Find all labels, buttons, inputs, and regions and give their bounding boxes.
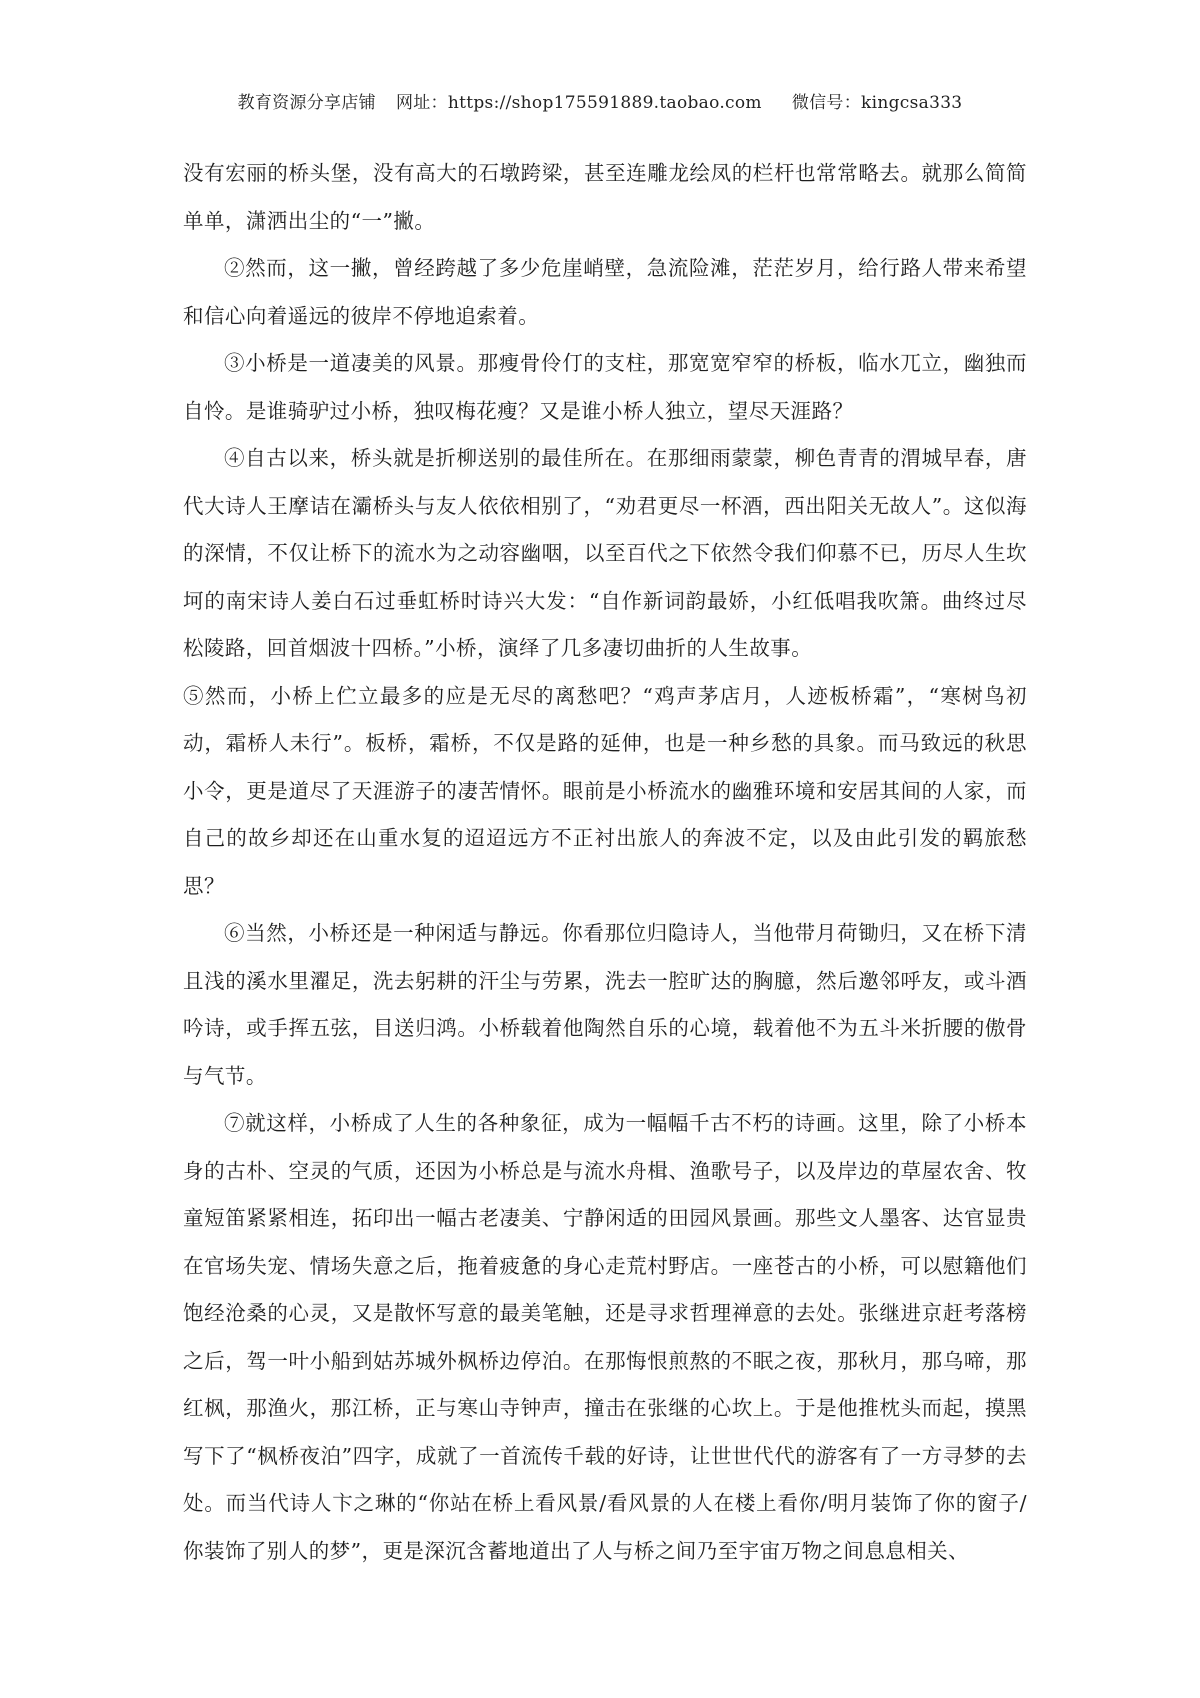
page-header bbox=[0, 88, 1200, 113]
article-body bbox=[183, 150, 1027, 1575]
wechat-id: 微信号：kingcsa333 bbox=[791, 93, 963, 113]
shop-url: 网址：https://shop175591889.taobao.com bbox=[395, 93, 762, 113]
shop-name: 教育资源分享店铺 bbox=[237, 93, 376, 113]
paragraph-3: ③小桥是一道凄美的风景。那瘦骨伶仃的支柱，那宽宽窄窄的桥板，临水兀立，幽独而自怜。是谁骑驴过小桥，独叹梅花瘦？又是谁小桥人独立，望尽天涯路？ bbox=[183, 351, 1027, 423]
paragraph-6: ⑥当然，小桥还是一种闲适与静远。你看那位归隐诗人，当他带月荷锄归，又在桥下清且浅的溪水里濯足，洗去躬耕的汗尘与劳累，洗去一腔旷达的胸臆，然后邀邻呼友，或斗酒吟诗，或手挥五弦，目送归鸿。小桥载着他陶然自乐的心境，载着他不为五斗米折腰的傲骨与气节。 bbox=[183, 921, 1027, 1088]
paragraph-continuation: 没有宏丽的桥头堡，没有高大的石墩跨梁，甚至连雕龙绘凤的栏杆也常常略去。就那么简简单单，潇洒出尘的“一”撇。 bbox=[183, 161, 1027, 233]
paragraph-2: ②然而，这一撇，曾经跨越了多少危崖峭壁，急流险滩，茫茫岁月，给行路人带来希望和信心向着遥远的彼岸不停地追索着。 bbox=[183, 256, 1027, 328]
paragraph-5: ⑤然而，小桥上伫立最多的应是无尽的离愁吧？“鸡声茅店月，人迹板桥霜”，“寒树鸟初动，霜桥人未行”。板桥，霜桥，不仅是路的延伸，也是一种乡愁的具象。而马致远的秋思小令，更是道尽了天涯游子的凄苦情怀。眼前是小桥流水的幽雅环境和安居其间的人家，而自己的故乡却还在山重水复的迢迢远方不正衬出旅人的奔波不定，以及由此引发的羁旅愁思？ bbox=[183, 683, 1027, 898]
paragraph-4: ④自古以来，桥头就是折柳送别的最佳所在。在那细雨蒙蒙，柳色青青的渭城早春，唐代大诗人王摩诘在灞桥头与友人依依相别了，“劝君更尽一杯酒，西出阳关无故人”。这似海的深情，不仅让桥下的流水为之动容幽咽，以至百代之下依然令我们仰慕不已，历尽人生坎坷的南宋诗人姜白石过垂虹桥时诗兴大发：“自作新词韵最娇，小红低唱我吹箫。曲终过尽松陵路，回首烟波十四桥。”小桥，演绎了几多凄切曲折的人生故事。 bbox=[183, 446, 1027, 660]
paragraph-7: ⑦就这样，小桥成了人生的各种象征，成为一幅幅千古不朽的诗画。这里，除了小桥本身的古朴、空灵的气质，还因为小桥总是与流水舟楫、渔歌号子，以及岸边的草屋农舍、牧童短笛紧紧相连，拓印出一幅古老凄美、宁静闲适的田园风景画。那些文人墨客、达官显贵在官场失宠、情场失意之后，拖着疲惫的身心走荒村野店。一座苍古的小桥，可以慰籍他们饱经沧桑的心灵，又是散怀写意的最美笔触，还是寻求哲理禅意的去处。张继进京赶考落榜之后，驾一叶小船到姑苏城外枫桥边停泊。在那悔恨煎熬的不眠之夜，那秋月，那乌啼，那红枫，那渔火，那江桥，正与寒山寺钟声，撞击在张继的心坎上。于是他推枕头而起，摸黑写下了“枫桥夜泊”四字，成就了一首流传千载的好诗，让世世代代的游客有了一方寻梦的去处。而当代诗人卞之琳的“你站在桥上看风景/看风景的人在楼上看你/明月装饰了你的窗子/你装饰了别人的梦”，更是深沉含蓄地道出了人与桥之间乃至宇宙万物之间息息相关、 bbox=[183, 1111, 1027, 1563]
